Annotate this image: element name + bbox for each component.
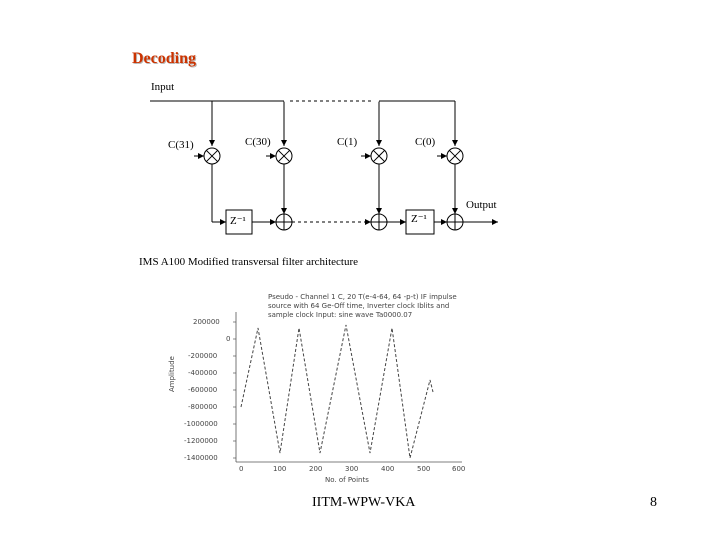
x-tick-2: 100	[273, 465, 287, 473]
y-tick-3: -200000	[188, 352, 218, 360]
x-tick-7: 600	[452, 465, 466, 473]
input-label: Input	[151, 81, 175, 93]
y-tick-1: 200000	[193, 318, 220, 326]
coefficient-label-31: C(31)	[168, 139, 194, 151]
slide-footer: IITM-WPW-VKA	[312, 495, 416, 510]
slide-title: Decoding	[132, 50, 196, 67]
coefficient-label-1: C(1)	[337, 136, 358, 148]
signal-waveform	[241, 325, 433, 458]
delay-label-2: Z⁻¹	[411, 213, 427, 225]
x-tick-3: 200	[309, 465, 323, 473]
x-tick-5: 400	[381, 465, 395, 473]
y-tick-8: -1200000	[184, 437, 218, 445]
plot-legend	[268, 293, 468, 320]
x-tick-1: 0	[239, 465, 244, 473]
plot-legend-line-3: sample clock Input: sine wave Ta0000.07	[268, 311, 413, 319]
x-tick-4: 300	[345, 465, 359, 473]
delay-label-1: Z⁻¹	[230, 215, 246, 227]
coefficient-label-0: C(0)	[415, 136, 436, 148]
y-axis-label: Amplitude	[168, 356, 176, 392]
y-tick-2: 0	[226, 335, 231, 343]
output-label: Output	[466, 199, 497, 211]
y-tick-6: -800000	[188, 403, 218, 411]
x-tick-6: 500	[417, 465, 431, 473]
plot-legend-line-1: Pseudo - Channel 1 C, 20 T(e-4-64, 64 -p-t) IF impulse	[268, 293, 457, 301]
diagram-caption: IMS A100 Modified transversal filter architecture	[139, 256, 359, 268]
page-number: 8	[650, 495, 657, 510]
y-tick-4: -400000	[188, 369, 218, 377]
x-axis-label: No. of Points	[325, 476, 369, 484]
coefficient-label-30: C(30)	[245, 136, 271, 148]
y-tick-9: -1400000	[184, 454, 218, 462]
y-tick-5: -600000	[188, 386, 218, 394]
plot-legend-line-2: source with 64 Ge-Off time, Inverter clock Iblits and	[268, 302, 450, 310]
y-tick-7: -1000000	[184, 420, 218, 428]
